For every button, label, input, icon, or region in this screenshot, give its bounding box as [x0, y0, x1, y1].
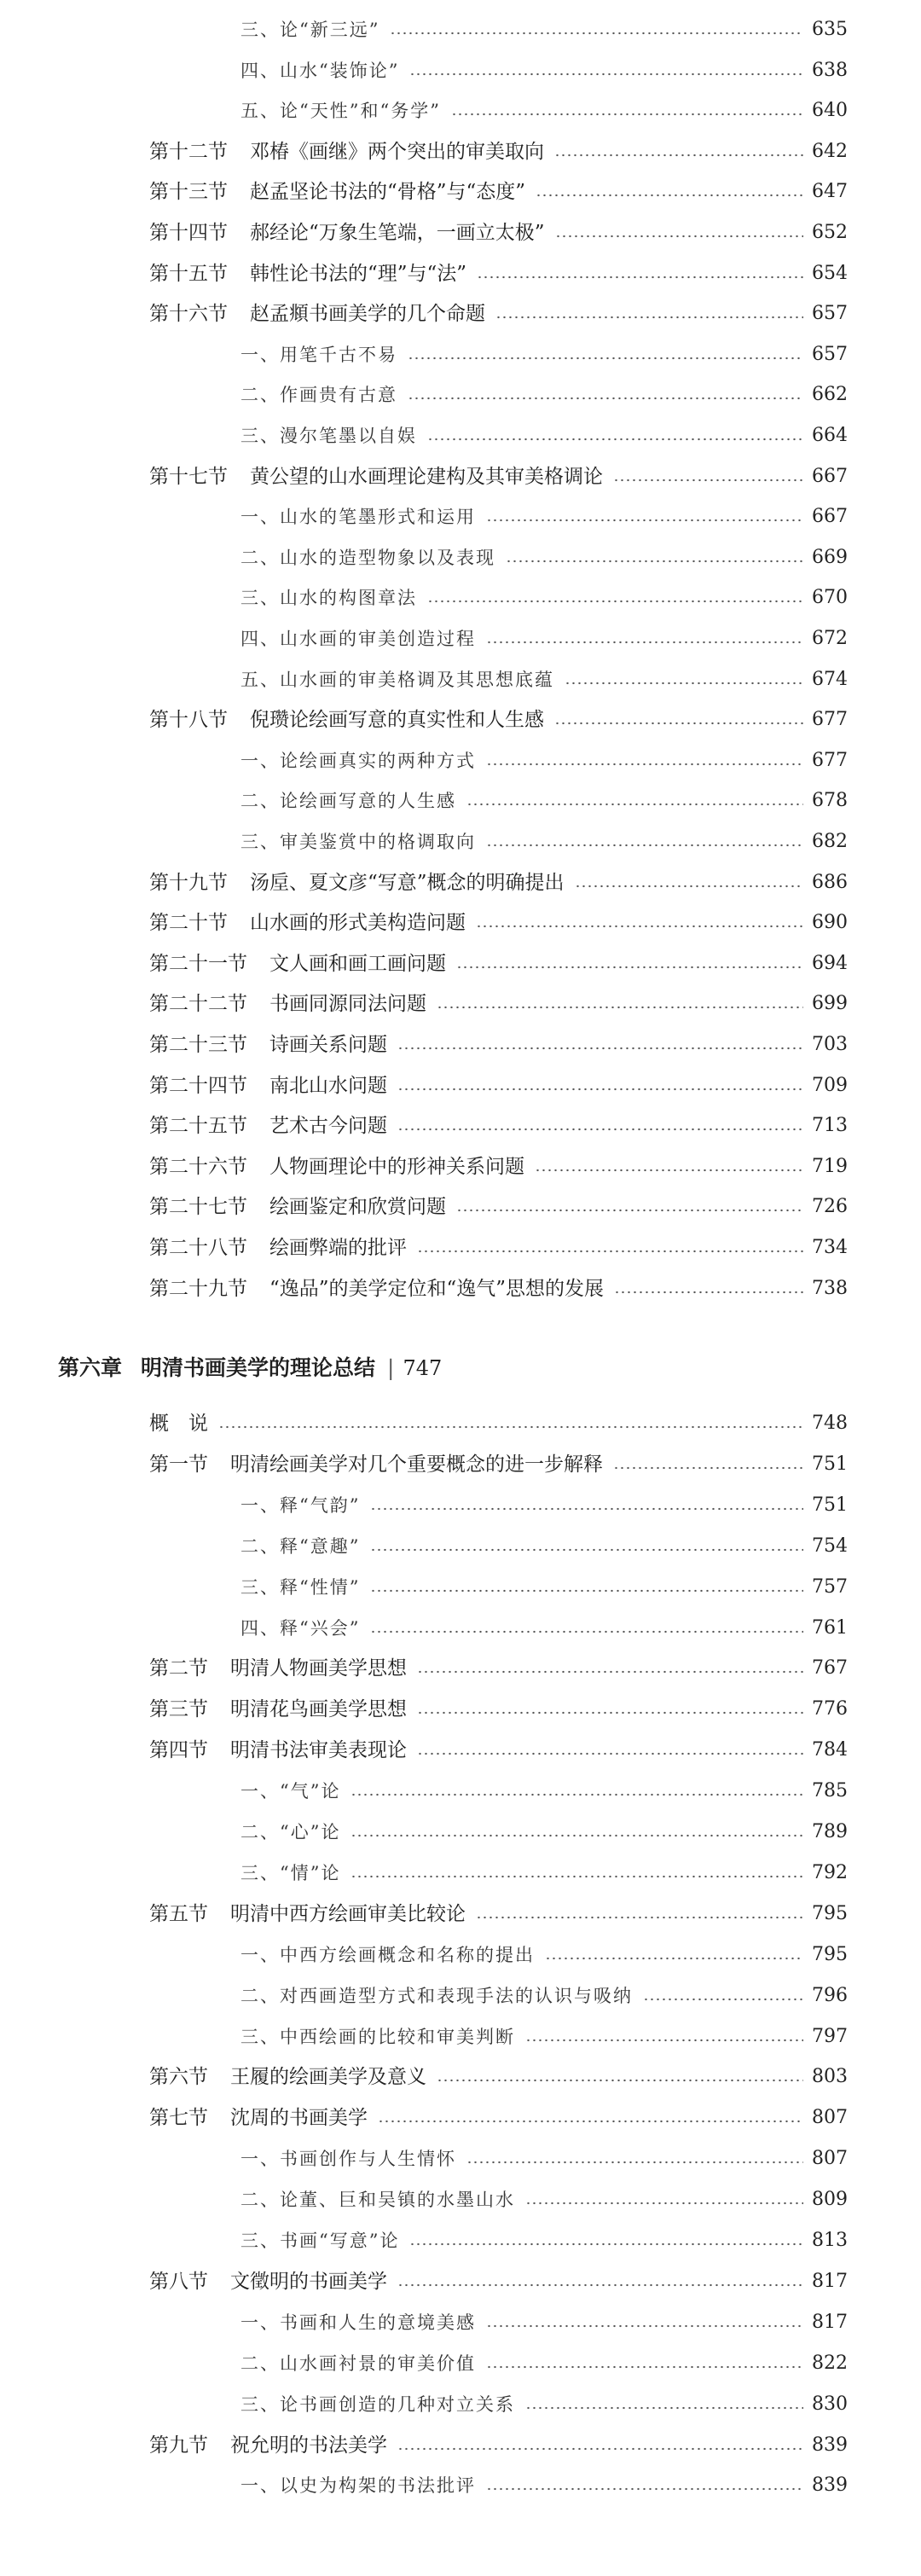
section-number: 第五节	[149, 1902, 208, 1925]
dot-leader	[525, 2202, 803, 2205]
entry-title: 二、对西画造型方式和表现手法的认识与吸纳	[240, 1985, 633, 2006]
toc-section-entry	[149, 1692, 848, 1726]
entry-title: 三、山水的构图章法	[240, 588, 417, 609]
page-number: 839	[812, 2474, 848, 2497]
page-number: 662	[812, 384, 848, 406]
page-number: 803	[812, 2066, 848, 2088]
entry-title: 绘画鉴定和欣赏问题	[269, 1196, 446, 1219]
entry-title: 三、书画“写意”论	[240, 2231, 400, 2251]
section-number: 第二节	[149, 1657, 208, 1680]
entry-title: 明清书法审美表现论	[230, 1739, 407, 1762]
page-number: 761	[812, 1616, 848, 1639]
page-number: 817	[812, 2311, 848, 2333]
dot-leader	[218, 1425, 803, 1429]
page-number: 672	[812, 628, 848, 649]
section-number: 第二十七节	[149, 1196, 247, 1219]
dot-leader	[437, 2079, 803, 2082]
entry-title: 祝允明的书法美学	[230, 2434, 387, 2457]
section-number: 第四节	[149, 1739, 208, 1762]
toc-subsection-entry	[240, 2142, 848, 2176]
entry-title: 三、“情”论	[240, 1862, 341, 1883]
page-number: 767	[812, 1657, 848, 1680]
dot-leader	[486, 2487, 803, 2491]
toc-subsection-entry	[240, 500, 848, 534]
dot-leader	[613, 1466, 803, 1470]
page-number: 647	[812, 181, 848, 203]
entry-title: 赵孟頫书画美学的几个命题	[250, 303, 485, 326]
toc-section-entry	[149, 1651, 848, 1685]
dot-leader	[417, 1670, 803, 1674]
dot-leader	[456, 966, 803, 969]
dot-leader	[565, 682, 803, 685]
dot-leader	[525, 2039, 803, 2042]
chapter-page-number: 747	[403, 1356, 443, 1380]
page-number: 667	[812, 506, 848, 528]
page-number: 678	[812, 790, 848, 812]
section-number: 第十五节	[149, 262, 228, 285]
page-number: 785	[812, 1780, 848, 1802]
entry-title: 汤垕、夏文彦“写意”概念的明确提出	[250, 871, 565, 894]
chapter-separator: |	[387, 1355, 395, 1380]
section-number: 第一节	[149, 1453, 208, 1476]
toc-section-entry	[149, 175, 848, 209]
page-number: 670	[812, 587, 848, 609]
section-number: 第十三节	[149, 181, 228, 204]
toc-section-entry	[149, 1231, 848, 1265]
page-number: 677	[812, 709, 848, 731]
page-number: 713	[812, 1115, 848, 1137]
toc-section-entry	[149, 257, 848, 291]
dot-leader	[417, 1250, 803, 1253]
toc-section-entry	[149, 1733, 848, 1767]
entry-title: 倪瓒论绘画写意的真实性和人生感	[250, 709, 544, 732]
entry-title: 邓椿《画继》两个突出的审美取向	[250, 140, 544, 163]
entry-title: 一、书画和人生的意境美感	[240, 2312, 476, 2333]
entry-title: 三、审美鉴赏中的格调取向	[240, 832, 476, 852]
dot-leader	[408, 357, 803, 360]
page-number: 654	[812, 262, 848, 284]
page-number: 754	[812, 1535, 848, 1557]
dot-leader	[370, 1507, 803, 1511]
dot-leader	[370, 1589, 803, 1593]
toc-section-entry	[149, 1448, 848, 1482]
dot-leader	[427, 438, 803, 441]
dot-leader	[545, 1957, 803, 1960]
page-number: 748	[812, 1413, 848, 1434]
toc-section-entry	[149, 1272, 848, 1306]
entry-title: 二、论董、巨和吴镇的水墨山水	[240, 2190, 515, 2211]
toc-section-entry	[149, 2265, 848, 2299]
toc-section-entry	[149, 1407, 848, 1441]
page-number: 822	[812, 2352, 848, 2374]
toc-section-entry	[149, 2060, 848, 2094]
dot-leader	[486, 763, 803, 766]
entry-title: 三、中西绘画的比较和审美判断	[240, 2026, 515, 2047]
section-number: 概 说	[149, 1413, 208, 1435]
dot-leader	[477, 276, 803, 279]
page-number: 674	[812, 668, 848, 690]
toc-subsection-entry	[240, 663, 848, 697]
toc-subsection-entry	[240, 2306, 848, 2340]
toc-subsection-entry	[240, 825, 848, 859]
chapter-number: 第六章	[58, 1355, 123, 1380]
section-number: 第十六节	[149, 303, 228, 326]
page-number: 797	[812, 2025, 848, 2047]
entry-title: 二、山水的造型物象以及表现	[240, 547, 495, 568]
toc-section-entry	[149, 866, 848, 900]
dot-leader	[506, 560, 803, 563]
toc-subsection-entry	[240, 744, 848, 778]
toc-subsection-entry	[240, 419, 848, 453]
entry-title: 赵孟坚论书法的“骨格”与“态度”	[250, 181, 526, 204]
section-number: 第六节	[149, 2066, 208, 2089]
dot-leader	[613, 479, 803, 482]
page-number: 686	[812, 871, 848, 893]
toc-section-entry	[149, 2101, 848, 2135]
dot-leader	[486, 2324, 803, 2328]
page-number: 635	[812, 19, 848, 40]
entry-title: 一、论绘画真实的两种方式	[240, 750, 476, 771]
entry-title: 二、论绘画写意的人生感	[240, 791, 456, 812]
toc-section-entry	[149, 460, 848, 494]
entry-title: 明清绘画美学对几个重要概念的进一步解释	[230, 1453, 603, 1476]
entry-title: 王履的绘画美学及意义	[230, 2066, 426, 2089]
dot-leader	[535, 1169, 803, 1172]
dot-leader	[575, 885, 803, 888]
entry-title: 三、释“性情”	[240, 1576, 361, 1598]
toc-section-entry	[149, 135, 848, 169]
entry-title: 明清中西方绘画审美比较论	[230, 1902, 466, 1925]
section-number: 第七节	[149, 2107, 208, 2130]
dot-leader	[555, 235, 803, 238]
dot-leader	[350, 1834, 803, 1837]
chapter-heading	[58, 1349, 442, 1387]
dot-leader	[486, 844, 803, 847]
entry-title: 明清花鸟画美学思想	[230, 1698, 407, 1721]
chapter-title: 明清书画美学的理论总结	[141, 1355, 376, 1380]
page-number: 638	[812, 59, 848, 81]
section-number: 第三节	[149, 1698, 208, 1721]
toc-section-entry	[149, 987, 848, 1021]
page-number: 719	[812, 1155, 848, 1177]
page-number: 795	[812, 1902, 848, 1924]
entry-title: 明清人物画美学思想	[230, 1657, 407, 1680]
section-number: 第十九节	[149, 871, 228, 894]
entry-title: 一、书画创作与人生情怀	[240, 2149, 456, 2170]
page-number: 682	[812, 831, 848, 852]
entry-title: 一、山水的笔墨形式和运用	[240, 507, 476, 528]
entry-title: 三、论“新三远”	[240, 20, 380, 40]
toc-subsection-entry	[240, 622, 848, 656]
toc-subsection-entry	[240, 2347, 848, 2381]
dot-leader	[397, 2447, 803, 2451]
section-number: 第二十四节	[149, 1074, 247, 1097]
page-number: 789	[812, 1821, 848, 1842]
entry-title: 五、山水画的审美格调及其思想底蕴	[240, 669, 554, 690]
dot-leader	[486, 2365, 803, 2369]
toc-section-entry	[149, 906, 848, 940]
toc-subsection-entry	[240, 541, 848, 575]
dot-leader	[409, 73, 803, 76]
entry-title: 书画同源同法问题	[269, 993, 426, 1016]
entry-title: 二、释“意趣”	[240, 1535, 361, 1557]
entry-title: 三、漫尔笔墨以自娱	[240, 426, 417, 446]
dot-leader	[554, 722, 803, 725]
toc-subsection-entry	[240, 338, 848, 372]
entry-title: 三、论书画创造的几种对立关系	[240, 2393, 515, 2415]
entry-title: 黄公望的山水画理论建构及其审美格调论	[250, 465, 603, 488]
toc-section-entry	[149, 947, 848, 981]
dot-leader	[409, 2242, 803, 2246]
section-number: 第二十节	[149, 912, 228, 935]
entry-title: 郝经论“万象生笔端，一画立太极”	[250, 222, 545, 244]
toc-section-entry	[149, 1897, 848, 1931]
page-number: 709	[812, 1074, 848, 1096]
page-number: 657	[812, 343, 848, 365]
toc-subsection-entry	[240, 1529, 848, 1564]
dot-leader	[350, 1875, 803, 1878]
dot-leader	[397, 1088, 803, 1091]
dot-leader	[397, 2283, 803, 2287]
dot-leader	[536, 194, 803, 197]
entry-title: 艺术古今问题	[269, 1115, 387, 1138]
toc-section-entry	[149, 297, 848, 331]
entry-title: 诗画关系问题	[269, 1034, 387, 1056]
toc-subsection-entry	[240, 1938, 848, 1972]
page-number: 795	[812, 1943, 848, 1965]
entry-title: 一、“气”论	[240, 1781, 341, 1802]
dot-leader	[378, 2120, 803, 2123]
toc-subsection-entry	[240, 1611, 848, 1645]
section-number: 第九节	[149, 2434, 208, 2457]
page-number: 690	[812, 912, 848, 934]
toc-subsection-entry	[240, 784, 848, 818]
entry-title: 人物画理论中的形神关系问题	[269, 1155, 524, 1178]
dot-leader	[476, 925, 803, 928]
toc-subsection-entry	[240, 2387, 848, 2422]
toc-subsection-entry	[240, 2183, 848, 2217]
dot-leader	[614, 1291, 803, 1294]
entry-title: 沈周的书画美学	[230, 2107, 368, 2130]
entry-title: 二、山水画衬景的审美价值	[240, 2353, 476, 2374]
page-number: 664	[812, 425, 848, 446]
page-number: 817	[812, 2270, 848, 2292]
page-number: 809	[812, 2189, 848, 2211]
section-number: 第二十一节	[149, 952, 247, 975]
dot-leader	[643, 1998, 803, 2001]
page-number: 757	[812, 1575, 848, 1598]
page-number: 738	[812, 1277, 848, 1299]
dot-leader	[495, 316, 803, 319]
dot-leader	[466, 803, 803, 806]
dot-leader	[437, 1006, 803, 1009]
page-number: 830	[812, 2393, 848, 2415]
section-number: 第二十九节	[149, 1277, 247, 1300]
page-number: 694	[812, 952, 848, 974]
dot-leader	[525, 2406, 803, 2410]
page-number: 699	[812, 993, 848, 1015]
section-number: 第二十三节	[149, 1034, 247, 1056]
toc-section-entry	[149, 1069, 848, 1103]
page-number: 652	[812, 222, 848, 243]
page-number: 642	[812, 140, 848, 162]
page-number: 667	[812, 465, 848, 487]
toc-section-entry	[149, 1190, 848, 1224]
entry-title: 四、山水画的审美创造过程	[240, 629, 476, 649]
page-number: 807	[812, 2107, 848, 2129]
dot-leader	[476, 1916, 803, 1919]
dot-leader	[417, 1752, 803, 1755]
entry-title: 一、用笔千古不易	[240, 344, 397, 365]
toc-subsection-entry	[240, 2469, 848, 2503]
page-number: 796	[812, 1984, 848, 2006]
section-number: 第二十二节	[149, 993, 247, 1016]
toc-section-entry	[149, 1028, 848, 1062]
page-number: 677	[812, 749, 848, 771]
dot-leader	[466, 2161, 803, 2164]
page-number: 807	[812, 2148, 848, 2170]
toc-section-entry	[149, 1150, 848, 1184]
toc-subsection-entry	[240, 2020, 848, 2054]
toc-subsection-entry	[240, 94, 848, 128]
dot-leader	[370, 1548, 803, 1552]
page-number: 839	[812, 2434, 848, 2456]
toc-section-entry	[149, 2428, 848, 2463]
dot-leader	[350, 1793, 803, 1796]
section-number: 第十七节	[149, 465, 228, 488]
entry-title: 山水画的形式美构造问题	[250, 912, 466, 935]
entry-title: 一、以史为构架的书法批评	[240, 2475, 476, 2497]
dot-leader	[397, 1047, 803, 1050]
dot-leader	[486, 519, 803, 522]
toc-section-entry	[149, 1109, 848, 1143]
toc-subsection-entry	[240, 13, 848, 47]
dot-leader	[554, 154, 803, 157]
page-number: 640	[812, 100, 848, 122]
page-number: 703	[812, 1034, 848, 1055]
dot-leader	[486, 641, 803, 644]
toc-section-entry	[149, 703, 848, 737]
section-number: 第十八节	[149, 709, 228, 732]
toc-subsection-entry	[240, 378, 848, 412]
dot-leader	[390, 32, 803, 35]
entry-title: 二、作画贵有古意	[240, 385, 397, 406]
entry-title: 文人画和画工画问题	[269, 952, 446, 975]
section-number: 第二十五节	[149, 1115, 247, 1138]
page-number: 751	[812, 1494, 848, 1516]
section-number: 第十二节	[149, 140, 228, 163]
entry-title: 南北山水问题	[269, 1074, 387, 1097]
dot-leader	[408, 397, 803, 400]
page-number: 669	[812, 546, 848, 568]
entry-title: 四、山水“装饰论”	[240, 60, 400, 81]
dot-leader	[417, 1711, 803, 1714]
toc-section-entry	[149, 216, 848, 250]
toc-subsection-entry	[240, 1570, 848, 1604]
dot-leader	[456, 1209, 803, 1212]
entry-title: 一、中西方绘画概念和名称的提出	[240, 1944, 535, 1965]
toc-subsection-entry	[240, 1815, 848, 1849]
entry-title: 绘画弊端的批评	[269, 1237, 407, 1259]
entry-title: “逸品”的美学定位和“逸气”思想的发展	[269, 1277, 605, 1300]
page-number: 784	[812, 1739, 848, 1761]
entry-title: 韩性论书法的“理”与“法”	[250, 262, 467, 285]
toc-subsection-entry	[240, 1979, 848, 2013]
entry-title: 二、“心”论	[240, 1822, 341, 1842]
toc-subsection-entry	[240, 1774, 848, 1808]
dot-leader	[427, 600, 803, 603]
page-number: 776	[812, 1698, 848, 1720]
toc-subsection-entry	[240, 1488, 848, 1523]
entry-title: 一、释“气韵”	[240, 1494, 361, 1516]
section-number: 第十四节	[149, 222, 228, 244]
page-number: 751	[812, 1453, 848, 1475]
page-number: 726	[812, 1196, 848, 1218]
entry-title: 四、释“兴会”	[240, 1617, 361, 1639]
dot-leader	[451, 113, 803, 116]
section-number: 第八节	[149, 2270, 208, 2293]
entry-title: 文徵明的书画美学	[230, 2270, 387, 2293]
page-number: 734	[812, 1237, 848, 1258]
entry-title: 五、论“天性”和“务学”	[240, 101, 441, 122]
dot-leader	[370, 1630, 803, 1633]
dot-leader	[397, 1128, 803, 1131]
page-number: 657	[812, 303, 848, 325]
toc-subsection-entry	[240, 54, 848, 88]
section-number: 第二十八节	[149, 1237, 247, 1259]
page-number: 813	[812, 2230, 848, 2251]
section-number: 第二十六节	[149, 1155, 247, 1178]
toc-subsection-entry	[240, 581, 848, 615]
toc-subsection-entry	[240, 2224, 848, 2258]
toc-subsection-entry	[240, 1856, 848, 1890]
page-number: 792	[812, 1861, 848, 1883]
